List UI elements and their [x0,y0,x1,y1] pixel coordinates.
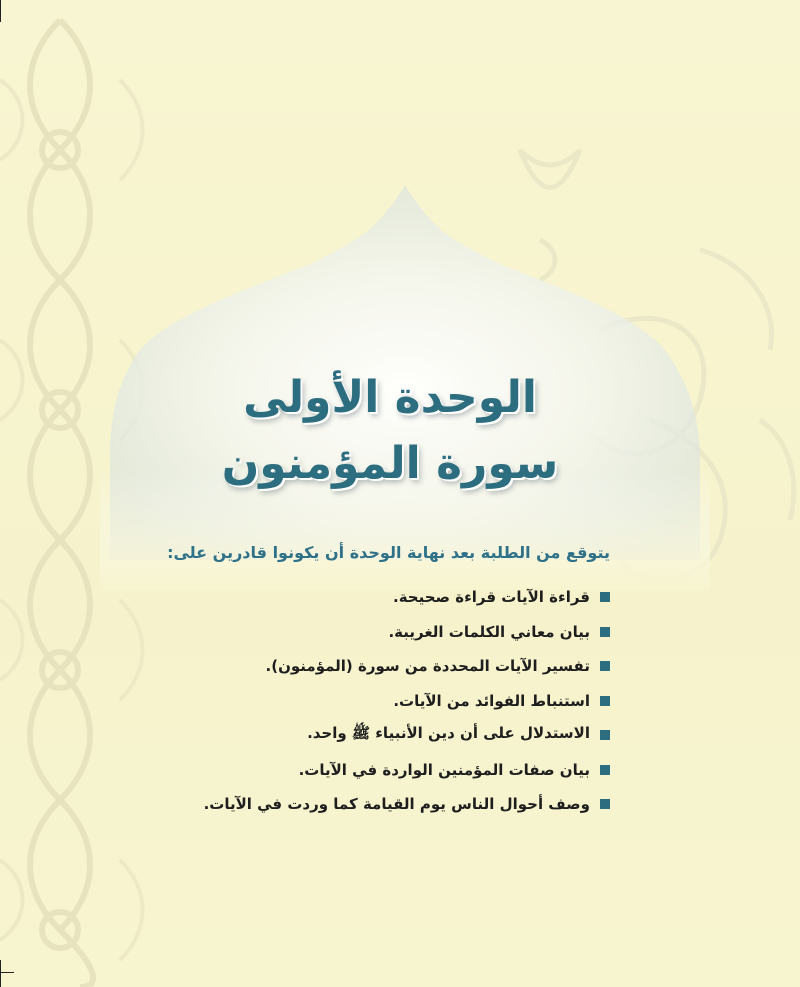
objectives-list [50,580,610,822]
objective-item [50,615,610,650]
crop-mark [0,0,1,22]
objectives-intro: يتوقع من الطلبة بعد نهاية الوحدة أن يكونوا قادرين على: [167,543,610,562]
objective-item [50,718,610,753]
objective-text: بيان معاني الكلمات الغريبة. [388,622,590,641]
square-bullet-icon [600,730,610,740]
learning-objectives [50,540,610,822]
surah-title: سورة المؤمنون [221,438,559,489]
square-bullet-icon [600,627,610,637]
square-bullet-icon [600,799,610,809]
unit-title-block [200,365,580,497]
objective-item [50,787,610,822]
objective-text: وصف أحوال الناس يوم القيامة كما وردت في الآيات. [203,795,590,814]
unit-number-title: الوحدة الأولى [243,372,537,423]
objective-text: استنباط الفوائد من الآيات. [393,691,590,710]
objective-text: تفسير الآيات المحددة من سورة (المؤمنون). [265,657,590,676]
objective-item [50,753,610,788]
objective-item [50,649,610,684]
square-bullet-icon [600,696,610,706]
crop-mark [0,972,14,973]
objective-item [50,580,610,615]
objective-item [50,684,610,719]
square-bullet-icon [600,765,610,775]
crop-mark [0,960,1,987]
objective-text: الاستدلال على أن دين الأنبياء ﷺ واحد. [307,724,590,743]
square-bullet-icon [600,592,610,602]
objective-text: قراءة الآيات قراءة صحيحة. [393,588,590,607]
square-bullet-icon [600,661,610,671]
objective-text: بيان صفات المؤمنين الواردة في الآيات. [298,760,590,779]
